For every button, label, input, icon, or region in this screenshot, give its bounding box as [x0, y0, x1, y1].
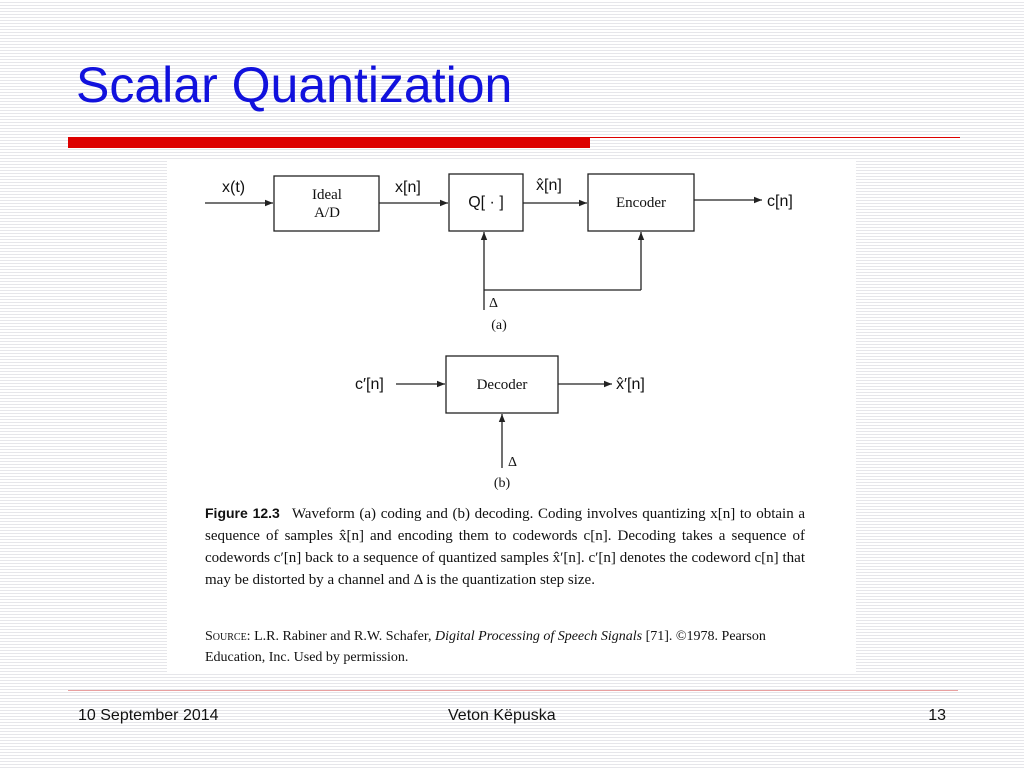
diagram-b [355, 356, 645, 490]
block-diagram [167, 160, 856, 490]
source-details: [71]. ©1978. Pearson Education, Inc. Used by permission. [205, 629, 766, 665]
slide-number: 13 [928, 707, 946, 724]
title-underline-bar [68, 137, 590, 148]
footer-rule [68, 690, 958, 691]
part-a-label: (a) [491, 318, 507, 333]
xn-label: x[n] [395, 179, 421, 196]
ideal-ad-label-2: A/D [314, 205, 340, 221]
ideal-ad-label-1: Ideal [312, 187, 342, 203]
footer-author: Veton Këpuska [448, 707, 556, 724]
ideal-ad-box [274, 176, 379, 231]
input-label: x(t) [222, 179, 246, 196]
figure-label: Figure 12.3 [205, 505, 280, 521]
cn-output-label: c[n] [767, 193, 793, 210]
xhat-label: x̂[n] [536, 177, 562, 194]
decoder-label: Decoder [476, 377, 528, 393]
title-underline-rule [590, 137, 960, 138]
diagram-a [205, 174, 793, 333]
quantizer-label: Q[ · ] [468, 194, 504, 211]
figure-image [167, 160, 856, 673]
delta-label-a: Δ [489, 296, 499, 311]
cprime-input-label: c′[n] [355, 376, 384, 393]
encoder-label: Encoder [616, 195, 666, 211]
xhat-prime-output-label: x̂′[n] [616, 376, 645, 393]
figure-caption [205, 502, 805, 591]
source-book-title: Digital Processing of Speech Signals [434, 629, 643, 644]
slide-title: Scalar Quantization [76, 57, 513, 113]
part-b-label: (b) [493, 476, 511, 490]
caption-text: Waveform (a) coding and (b) decoding. Coding involves quantizing x[n] to obtain a sequence of samples x̂[n] and encoding them to codewords c[n]. Decoding takes a sequence of codewords c′[n] back to a sequence of quantized samples x̂′[n]. c′[n] denotes the codeword c[n] that may be distorted by a channel and Δ is the quantization step size. [205, 506, 805, 588]
figure-source [205, 626, 805, 668]
source-label: Source: [205, 629, 251, 644]
source-authors: L.R. Rabiner and R.W. Schafer, [254, 629, 432, 644]
delta-label-b: Δ [508, 455, 518, 470]
footer-date: 10 September 2014 [78, 707, 219, 724]
